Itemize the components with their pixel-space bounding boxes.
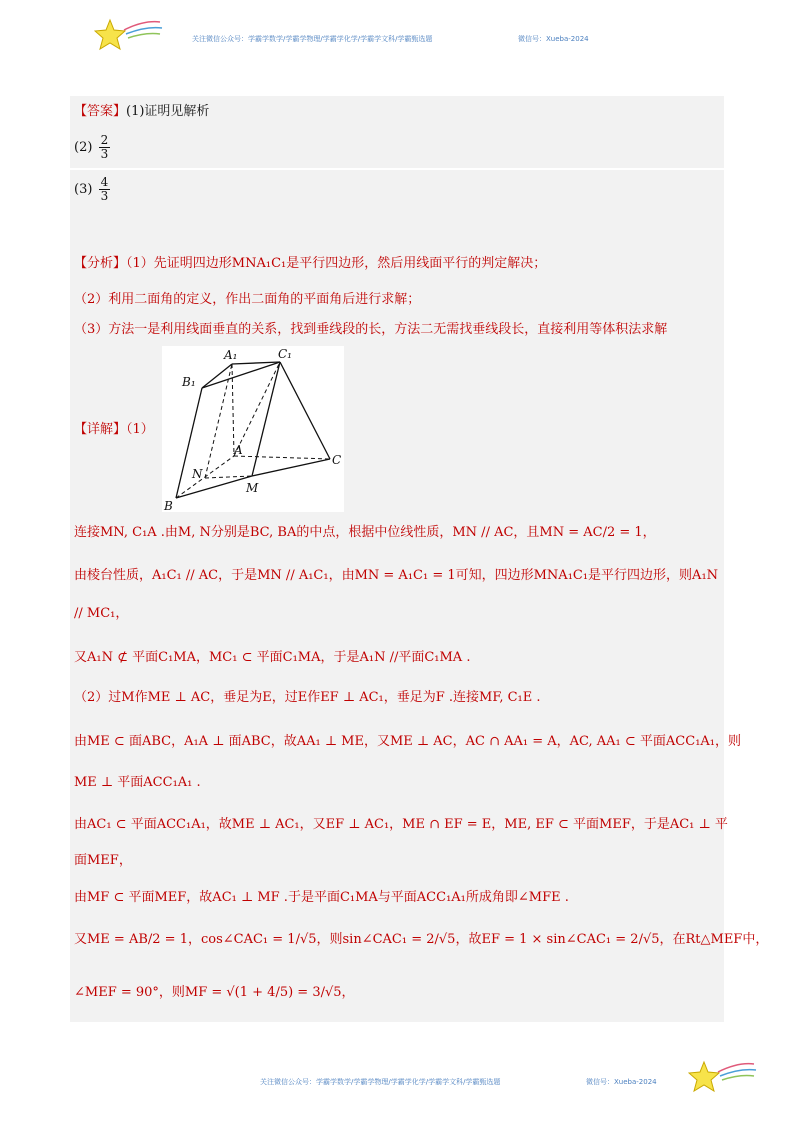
answer-line-2 bbox=[74, 134, 112, 161]
analysis-line-3: （3）方法一是利用线面垂直的关系，找到垂线段的长，方法二无需找垂线段长，直接利用等体积法求解 bbox=[74, 322, 668, 337]
analysis-line-1 bbox=[74, 256, 546, 272]
detail-line-1: 连接MN, C₁A .由M, N分别是BC, BA的中点，根据中位线性质，MN // AC，且MN = AC/2 = 1， bbox=[74, 525, 656, 540]
fraction-denominator: 3 bbox=[100, 147, 109, 161]
answer-part-3-label: (3) bbox=[74, 182, 93, 197]
label-a1: A₁ bbox=[224, 348, 238, 362]
label-b: B bbox=[164, 499, 173, 512]
footer-wechat-id: 微信号：Xueba-2024 bbox=[586, 1078, 657, 1086]
analysis-line-2: （2）利用二面角的定义，作出二面角的平面角后进行求解； bbox=[74, 292, 421, 307]
detail-line-6: 由ME ⊂ 面ABC，A₁A ⊥ 面ABC，故AA₁ ⊥ ME，又ME ⊥ AC，AC ∩ AA₁ = A，AC, AA₁ ⊂ 平面ACC₁A₁，则 bbox=[74, 734, 741, 749]
page-header bbox=[0, 0, 794, 70]
detail-tag: 【详解】（1） bbox=[74, 422, 154, 437]
label-c1: C₁ bbox=[278, 347, 292, 361]
detail-line-4: 又A₁N ⊄ 平面C₁MA，MC₁ ⊂ 平面C₁MA，于是A₁N //平面C₁MA . bbox=[74, 650, 471, 665]
header-promo-text: 关注微信公众号：学霸学数学/学霸学物理/学霸学化学/学霸学文科/学霸甄选题 bbox=[192, 35, 433, 43]
header-wechat-id: 微信号：Xueba-2024 bbox=[518, 35, 589, 43]
answer-part-2-fraction bbox=[99, 134, 111, 161]
frustum-figure bbox=[162, 346, 344, 512]
star-logo-icon bbox=[688, 1058, 758, 1098]
label-a: A bbox=[234, 443, 243, 457]
fraction-denominator: 3 bbox=[100, 189, 109, 203]
label-c: C bbox=[332, 453, 342, 467]
detail-line-8: 由AC₁ ⊂ 平面ACC₁A₁，故ME ⊥ AC₁，又EF ⊥ AC₁，ME ∩ EF = E，ME, EF ⊂ 平面MEF，于是AC₁ ⊥ 平 bbox=[74, 817, 728, 832]
detail-line-9: 面MEF， bbox=[74, 853, 132, 868]
answer-part-3-fraction bbox=[99, 176, 111, 203]
label-b1: B₁ bbox=[182, 375, 196, 389]
detail-line-3: // MC₁， bbox=[74, 606, 129, 621]
label-m: M bbox=[246, 481, 259, 495]
answer-part-1: (1)证明见解析 bbox=[126, 104, 210, 119]
detail-line-7: ME ⊥ 平面ACC₁A₁ . bbox=[74, 775, 201, 790]
frustum-diagram bbox=[162, 346, 344, 512]
analysis-tag: 【分析】 bbox=[74, 256, 127, 271]
detail-line-5: （2）过M作ME ⊥ AC，垂足为E，过E作EF ⊥ AC₁，垂足为F .连接MF, C₁E . bbox=[74, 690, 541, 705]
star-logo-icon bbox=[94, 16, 164, 56]
detail-line-11: 又ME = AB/2 = 1，cos∠CAC₁ = 1/√5，则sin∠CAC₁ = 2/√5，故EF = 1 × sin∠CAC₁ = 2/√5，在Rt△MEF中， bbox=[74, 932, 769, 947]
detail-line-2: 由棱台性质，A₁C₁ // AC，于是MN // A₁C₁，由MN = A₁C₁ = 1可知，四边形MNA₁C₁是平行四边形，则A₁N bbox=[74, 568, 719, 583]
fraction-numerator: 4 bbox=[100, 175, 109, 189]
label-n: N bbox=[192, 467, 203, 481]
detail-line-12: ∠MEF = 90°，则MF = √(1 + 4/5) = 3/√5， bbox=[74, 985, 355, 1000]
answer-line-1 bbox=[74, 104, 209, 120]
fraction-numerator: 2 bbox=[100, 133, 109, 147]
answer-tag: 【答案】 bbox=[74, 104, 127, 119]
answer-line-3 bbox=[74, 176, 112, 203]
answer-part-2-label: (2) bbox=[74, 140, 93, 155]
analysis-text-1: （1）先证明四边形MNA₁C₁是平行四边形，然后用线面平行的判定解决； bbox=[126, 256, 547, 271]
footer-promo-text: 关注微信公众号：学霸学数学/学霸学物理/学霸学化学/学霸学文科/学霸甄选题 bbox=[260, 1078, 501, 1086]
detail-line-10: 由MF ⊂ 平面MEF，故AC₁ ⊥ MF .于是平面C₁MA与平面ACC₁A₁所成角即∠MFE . bbox=[74, 890, 569, 905]
